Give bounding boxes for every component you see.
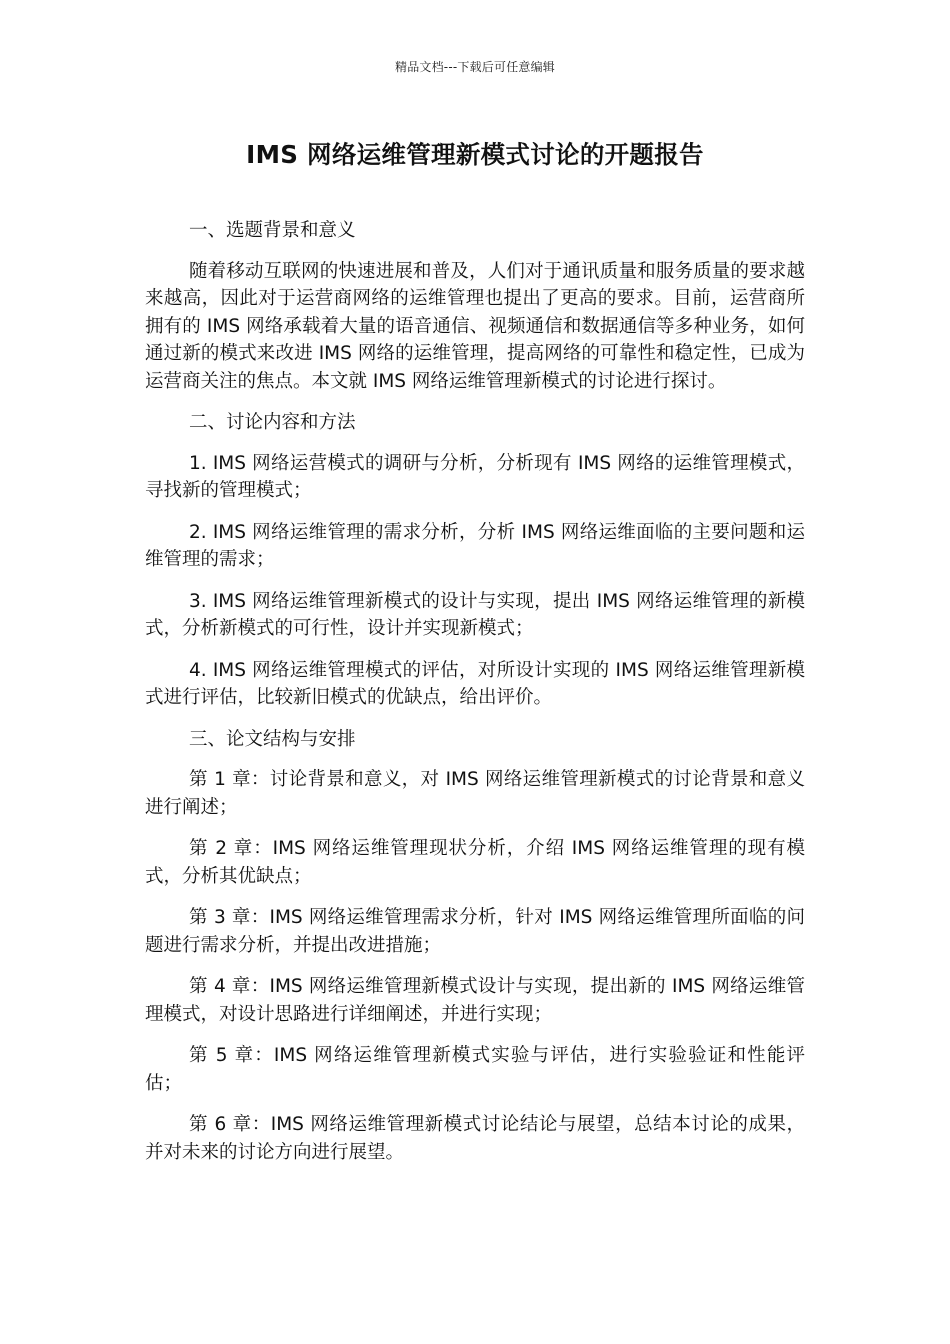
content-item-1: 1. IMS 网络运营模式的调研与分析，分析现有 IMS 网络的运维管理模式，寻找新的管理模式；	[145, 452, 805, 501]
page-header-note: 精品文档---下载后可任意编辑	[395, 60, 555, 74]
chapter-item-2: 第 2 章：IMS 网络运维管理现状分析，介绍 IMS 网络运维管理的现有模式，分析其优缺点；	[145, 838, 805, 887]
section-heading-content-methods: 二、讨论内容和方法	[189, 412, 356, 433]
background-paragraph: 随着移动互联网的快速进展和普及，人们对于通讯质量和服务质量的要求越来越高，因此对于运营商网络的运维管理也提出了更高的要求。目前，运营商所拥有的 IMS 网络承载着大量的语音通信、视频通信和数据通信等多种业务，如何通过新的模式来改进 IMS 网络的运维管理，提高网络的可靠性和稳定性，已成为运营商关注的焦点。本文就 IMS 网络运维管理新模式的讨论进行探讨。	[145, 260, 805, 392]
document-title: IMS 网络运维管理新模式讨论的开题报告	[246, 140, 704, 169]
chapter-item-6: 第 6 章：IMS 网络运维管理新模式讨论结论与展望，总结本讨论的成果，并对未来的讨论方向进行展望。	[145, 1114, 805, 1163]
section-heading-structure: 三、论文结构与安排	[189, 728, 356, 750]
section-heading-background: 一、选题背景和意义	[189, 220, 356, 241]
chapter-item-4: 第 4 章：IMS 网络运维管理新模式设计与实现，提出新的 IMS 网络运维管理模式，对设计思路进行详细阐述，并进行实现；	[145, 976, 805, 1025]
chapter-item-3: 第 3 章：IMS 网络运维管理需求分析，针对 IMS 网络运维管理所面临的问题进行需求分析，并提出改进措施；	[145, 907, 805, 956]
document-body	[145, 217, 805, 1180]
chapter-item-1: 第 1 章：讨论背景和意义，对 IMS 网络运维管理新模式的讨论背景和意义进行阐述；	[145, 769, 805, 818]
content-item-3: 3. IMS 网络运维管理新模式的设计与实现，提出 IMS 网络运维管理的新模式，分析新模式的可行性，设计并实现新模式；	[145, 590, 805, 639]
content-item-2: 2. IMS 网络运维管理的需求分析，分析 IMS 网络运维面临的主要问题和运维管理的需求；	[145, 521, 805, 570]
content-item-4: 4. IMS 网络运维管理模式的评估，对所设计实现的 IMS 网络运维管理新模式进行评估，比较新旧模式的优缺点，给出评价。	[145, 659, 805, 708]
chapter-item-5: 第 5 章：IMS 网络运维管理新模式实验与评估，进行实验验证和性能评估；	[145, 1045, 805, 1094]
